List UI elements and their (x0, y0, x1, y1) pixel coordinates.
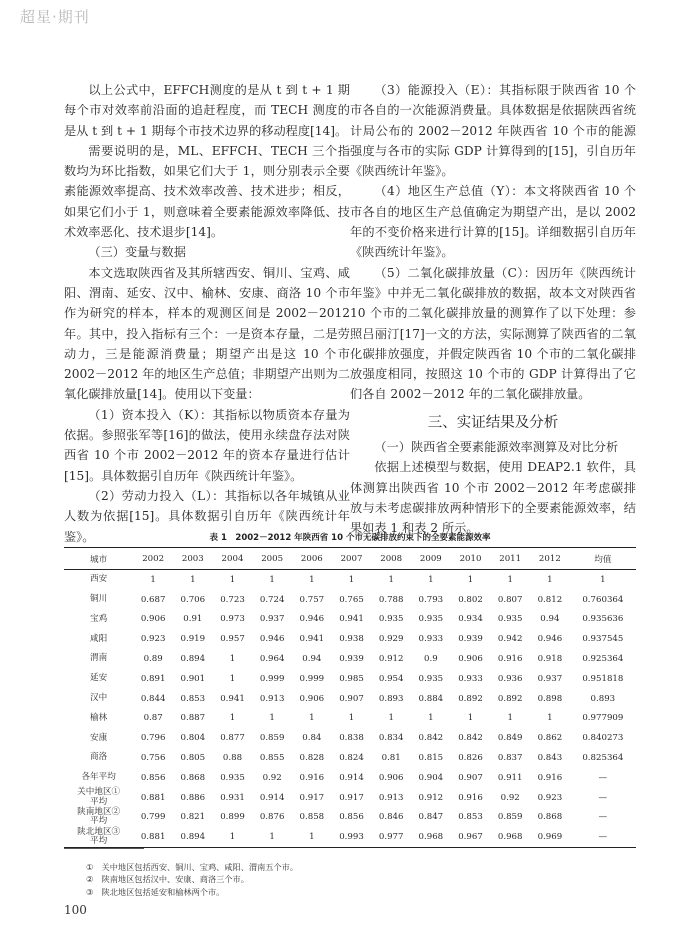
table-cell: 0.868 (180, 772, 206, 783)
table-cell: 0.868 (537, 812, 563, 823)
table-cell: 0.765 (339, 594, 364, 605)
table-cell: 0.892 (497, 693, 523, 704)
table-cell: 0.937 (537, 673, 563, 684)
table-cell: 0.826 (458, 753, 483, 764)
paragraph: 依据上述模型与数据，使用 DEAP2.1 软件，具体测算出陕西省 10 个市 2002－2012 年考虑碳排放与未考虑碳排放两种情形下的全要素能源效率，结果如表 1 和表 2 所示。 (350, 460, 636, 536)
table-cell: 0.842 (458, 733, 483, 744)
table-cell: — (598, 772, 608, 783)
column-header: 2007 (340, 553, 363, 564)
table-cell: 1 (229, 574, 236, 585)
table-cell: 1 (269, 713, 275, 724)
table-cell: 0.843 (537, 753, 563, 764)
table-cell: 0.804 (180, 733, 206, 744)
table-row (64, 788, 636, 808)
table-cell: 0.706 (180, 594, 206, 605)
table-cell: 0.906 (299, 693, 325, 704)
table-cell: 0.89 (143, 654, 163, 665)
table-cell: 0.840273 (582, 733, 624, 744)
table-row (64, 827, 636, 847)
table-cell: 0.815 (418, 753, 444, 764)
table-cell: 0.913 (378, 792, 404, 803)
table-cell: 0.821 (180, 812, 206, 823)
table-1 (64, 531, 636, 848)
table-cell: 0.724 (259, 594, 285, 605)
table-cell: 0.846 (378, 812, 404, 823)
row-label: 关中地区① 平均 (77, 787, 121, 807)
table-cell: 0.687 (140, 594, 166, 605)
table-cell: 0.94 (302, 654, 322, 665)
table-cell: 0.876 (259, 812, 285, 823)
column-header: 2005 (261, 553, 284, 564)
row-label: 各年平均 (81, 772, 116, 783)
table-cell: 0.906 (378, 772, 404, 783)
table-cell: 0.796 (140, 733, 166, 744)
table-cell: 0.935 (220, 772, 245, 783)
table-cell: 0.805 (180, 753, 206, 764)
table-cell: 0.911 (497, 772, 523, 783)
table-cell: 0.87 (143, 713, 163, 724)
table-cell: 0.799 (140, 812, 166, 823)
table-cell: 0.856 (339, 812, 364, 823)
paragraph: （4）地区生产总值（Y）：本文将陕西省 10 个市各自的地区生产总值确定为期望产出，是以 2002 年的不变价格来进行计算的[15]。详细数据引自历年《陕西统计年鉴》。 (350, 184, 636, 260)
table-cell: 0.891 (140, 673, 166, 684)
table-cell: 1 (388, 713, 394, 724)
table-cell: 0.931 (220, 792, 245, 803)
table-cell: 0.856 (140, 772, 166, 783)
row-label: 咸阳 (90, 633, 108, 644)
table-cell: 0.916 (497, 654, 523, 665)
table-cell: 0.855 (259, 753, 285, 764)
table-row (64, 728, 636, 748)
table-cell: 0.877 (220, 733, 245, 744)
table-cell: 0.849 (497, 733, 523, 744)
table-cell: 0.913 (259, 693, 285, 704)
table-cell: 0.999 (299, 673, 325, 684)
left-column (64, 80, 350, 547)
table-cell: 0.957 (220, 634, 245, 645)
table-cell: 0.937545 (582, 634, 624, 645)
row-label: 汉中 (90, 692, 108, 703)
table-cell: 0.723 (220, 594, 245, 605)
row-label: 铜川 (90, 593, 108, 604)
table-row (64, 570, 636, 590)
table-cell: 0.756 (140, 753, 166, 764)
table-cell: 0.862 (537, 733, 563, 744)
footnotes (86, 861, 298, 898)
table-cell: 0.893 (590, 693, 616, 704)
table-cell: 0.935 (418, 673, 444, 684)
table-cell: 0.9 (424, 654, 438, 665)
table-cell: 0.946 (299, 614, 325, 625)
table-cell: 0.942 (497, 634, 523, 645)
table-cell: 0.925364 (582, 654, 624, 665)
table-cell: 0.939 (458, 634, 483, 645)
table-cell: 0.887 (180, 713, 206, 724)
table-cell: 0.881 (140, 792, 166, 803)
table-cell: 0.886 (180, 792, 206, 803)
table-cell: 0.914 (259, 792, 285, 803)
table-cell: 0.969 (537, 832, 563, 843)
paragraph: 需要说明的是，ML、EFFCH、TECH 三个指数均为环比指数，如果它们大于 1，则分别表示全要素能源效率提高、技术效率改善、技术进步；相反，如果它们小于 1，则意味着全要素能源效率降低、技术效率恶化、技术退步[14]。 (64, 143, 350, 240)
row-label: 延安 (90, 673, 108, 684)
table-cell: 1 (467, 713, 474, 724)
table-cell: 0.936 (497, 673, 523, 684)
table-cell: 1 (507, 713, 513, 724)
table-cell: 0.968 (418, 832, 444, 843)
table-row (64, 669, 636, 689)
paragraph: （2）劳动力投入（L）：其指标以各年城镇从业人数为依据[15]。具体数据引自历年《陕西统计年鉴》。 (64, 488, 350, 544)
table-cell: 1 (388, 574, 394, 585)
table-title: 表 1 2002－2012 年陕西省 10 个市无碳排放约束下的全要素能源效率 (209, 533, 491, 543)
table-cell: 0.916 (299, 772, 325, 783)
right-column (350, 80, 636, 539)
table-row (64, 768, 636, 788)
table-cell: 0.92 (262, 772, 282, 783)
table-cell: 1 (467, 574, 474, 585)
column-header: 2003 (181, 553, 204, 564)
paragraph: （1）资本投入（K）：其指标以物质资本存量为依据。参照张军等[16]的做法，使用永续盘存法对陕西省 10 个市 2002－2012 年的资本存量进行估计[15]。具体数据引自历年《陕西统计年鉴》。 (64, 407, 350, 483)
table-cell: 0.933 (418, 634, 444, 645)
table-cell: 0.973 (220, 614, 245, 625)
efficiency-table (64, 547, 636, 848)
table-cell: 1 (309, 832, 315, 843)
footnote: ① 关中地区包括西安、铜川、宝鸡、咸阳、渭南五个市。 (86, 862, 299, 872)
table-cell: — (598, 832, 608, 843)
table-cell: 0.812 (537, 594, 563, 605)
subsection-heading: （一）陕西省全要素能源效率测算及对比分析 (374, 440, 619, 455)
table-cell: 0.834 (378, 733, 404, 744)
table-row (64, 610, 636, 630)
column-header: 2009 (419, 553, 442, 564)
footnote: ③ 陕北地区包括延安和榆林两个市。 (86, 886, 225, 897)
table-cell: 1 (269, 574, 275, 585)
table-cell: 0.916 (537, 772, 563, 783)
table-cell: 0.985 (339, 673, 364, 684)
table-cell: 0.837 (497, 753, 523, 764)
table-row (64, 629, 636, 649)
table-row (64, 689, 636, 709)
table-cell: 0.892 (458, 693, 483, 704)
section-title: 三、实证结果及分析 (427, 414, 559, 431)
table-cell: 0.954 (378, 673, 404, 684)
table-cell: 0.807 (497, 594, 523, 605)
table-cell: 1 (309, 574, 315, 585)
paragraph: （3）能源投入（E）：其指标限于陕西省 10 个市各自的一次能源消费量。具体数据是依据陕西省统计局公布的 2002－2012 年陕西省 10 个市的能源强度与各市的实际 GDP 计算得到的[15]，引自历年《陕西统计年鉴》。 (350, 83, 636, 179)
table-cell: 0.946 (537, 634, 563, 645)
table-cell: 0.935 (418, 614, 444, 625)
table-cell: 1 (269, 832, 275, 843)
journal-watermark: 超星·期刊 (20, 8, 90, 26)
table-cell: 1 (428, 713, 434, 724)
column-header: 均值 (594, 554, 612, 565)
table-cell: 0.935636 (582, 614, 624, 625)
table-row (64, 748, 636, 768)
table-cell: 0.923 (140, 634, 166, 645)
table-cell: 1 (600, 574, 606, 585)
column-header: 2011 (499, 553, 522, 564)
table-cell: 0.760364 (582, 594, 624, 605)
table-cell: 0.964 (259, 654, 285, 665)
table-cell: 0.858 (299, 812, 325, 823)
column-header: 2008 (380, 553, 403, 564)
table-cell: 0.84 (302, 733, 322, 744)
table-cell: 0.929 (378, 634, 404, 645)
row-label: 渭南 (90, 653, 108, 664)
table-cell: 0.898 (537, 693, 563, 704)
table-cell: 0.946 (259, 634, 285, 645)
row-label: 陕北地区③ 平均 (77, 826, 121, 847)
table-cell: 1 (190, 574, 196, 585)
table-cell: 0.757 (299, 594, 325, 605)
table-cell: 0.842 (418, 733, 444, 744)
table-cell: 0.88 (222, 753, 243, 764)
table-cell: 0.91 (183, 614, 203, 625)
subsection-heading: （三）变量与数据 (88, 245, 186, 260)
table-cell: 0.853 (458, 812, 483, 823)
table-cell: 0.977 (378, 832, 404, 843)
table-cell: 0.901 (180, 673, 206, 684)
table-cell: 0.923 (537, 792, 563, 803)
table-cell: 0.937 (259, 614, 285, 625)
table-cell: 0.906 (458, 654, 483, 665)
table-cell: 0.967 (458, 832, 483, 843)
table-cell: 0.918 (537, 654, 563, 665)
table-cell: 0.881 (140, 832, 166, 843)
table-cell: 0.968 (497, 832, 523, 843)
table-cell: 0.999 (259, 673, 285, 684)
column-header: 2012 (538, 553, 561, 564)
table-cell: 1 (229, 654, 236, 665)
table-cell: 0.94 (540, 614, 560, 625)
table-cell: 0.904 (418, 772, 444, 783)
row-label: 宝鸡 (90, 613, 108, 624)
column-header: 2002 (142, 553, 165, 564)
page-number: 100 (64, 903, 87, 917)
table-cell: — (598, 792, 608, 803)
table-cell: 1 (547, 574, 553, 585)
table-cell: 0.916 (458, 792, 483, 803)
table-cell: 1 (428, 574, 434, 585)
table-cell: 0.934 (458, 614, 483, 625)
table-cell: 0.939 (339, 654, 364, 665)
paragraph: 以上公式中，EFFCH测度的是从 t 到 t + 1 期每个市对效率前沿面的追赶程度，而 TECH 测度的是从 t 到 t + 1 期每个市技术边界的移动程度[14]。 (64, 83, 350, 138)
table-header-row (64, 548, 636, 570)
row-label: 安康 (90, 732, 108, 743)
table-cell: 0.993 (339, 832, 364, 843)
table-cell: 0.938 (339, 634, 364, 645)
table-cell: 0.935 (378, 614, 404, 625)
table-cell: 0.793 (418, 594, 444, 605)
table-cell: 1 (229, 713, 236, 724)
row-label: 商洛 (90, 752, 108, 763)
table-cell: 0.914 (339, 772, 364, 783)
table-cell: 0.81 (381, 753, 401, 764)
table-cell: 0.894 (180, 654, 206, 665)
table-cell: 0.824 (339, 753, 364, 764)
table-cell: — (598, 812, 608, 823)
row-label: 榆林 (90, 712, 108, 723)
table-cell: 0.917 (299, 792, 325, 803)
column-header: 2004 (221, 553, 244, 564)
footnote: ② 陕南地区包括汉中、安康、商洛三个市。 (86, 874, 249, 885)
table-cell: 0.933 (458, 673, 483, 684)
column-header: 城市 (90, 554, 108, 565)
table-cell: 0.847 (418, 812, 444, 823)
table-cell: 0.912 (378, 654, 404, 665)
paragraph: （5）二氧化碳排放量（C）：因历年《陕西统计年鉴》中并无二氧化碳排放的数据，故本文对陕西省 10 个市的二氧化碳排放量的测算作了以下处理：参照吕丽汀[17]一文的方法，实际测算了陕西省的二氧化碳排放强度，并假定陕西省 10 个市的二氧化碳排放强度相同，按照这 10 个市的 GDP 计算得出了它们各自 2002－2012 年的二氧化碳排放量。 (350, 265, 636, 402)
row-label: 西安 (90, 574, 108, 585)
table-cell: 0.828 (299, 753, 325, 764)
table-cell: 0.907 (458, 772, 483, 783)
table-cell: 1 (348, 574, 355, 585)
table-cell: 0.899 (220, 812, 245, 823)
table-row (64, 709, 636, 729)
table-cell: 1 (150, 574, 156, 585)
table-cell: 0.906 (140, 614, 166, 625)
table-cell: 0.919 (180, 634, 206, 645)
table-cell: 0.788 (378, 594, 404, 605)
table-row (64, 590, 636, 610)
table-cell: 0.853 (180, 693, 206, 704)
table-cell: 0.894 (180, 832, 206, 843)
table-row (64, 649, 636, 669)
table-cell: 0.951818 (582, 673, 624, 684)
table-cell: 1 (507, 574, 513, 585)
row-label: 陕南地区② 平均 (77, 806, 121, 827)
table-cell: 1 (309, 713, 315, 724)
table-cell: 0.907 (339, 693, 364, 704)
table-cell: 1 (348, 713, 355, 724)
table-cell: 0.825364 (582, 753, 624, 764)
footnote-rule (64, 848, 144, 849)
table-cell: 0.92 (500, 792, 520, 803)
table-cell: 0.802 (458, 594, 483, 605)
table-cell: 1 (229, 673, 236, 684)
table-cell: 0.941 (299, 634, 325, 645)
table-cell: 0.844 (140, 693, 166, 704)
table-cell: 0.977909 (582, 713, 624, 724)
table-cell: 1 (547, 713, 553, 724)
column-header: 2010 (459, 553, 482, 564)
column-header: 2006 (300, 553, 323, 564)
table-cell: 0.859 (259, 733, 285, 744)
table-cell: 0.893 (378, 693, 404, 704)
paragraph: 本文选取陕西省及其所辖西安、铜川、宝鸡、咸阳、渭南、延安、汉中、榆林、安康、商洛 10 个市作为研究的样本，样本的观测区间是 2002－2012 年。其中，投入指标有三个：一是资本存量，二是劳动力，三是能源消费量；期望产出是这 10 个市 2002－2012 年的地区生产总值；非期望产出则为二氧化碳排放量[14]。使用以下变量： (64, 265, 350, 402)
table-cell: 0.941 (220, 693, 245, 704)
table-cell: 0.935 (497, 614, 523, 625)
table-cell: 1 (229, 832, 236, 843)
table-cell: 0.884 (418, 693, 444, 704)
table-cell: 0.859 (497, 812, 523, 823)
table-row (64, 808, 636, 828)
table-cell: 0.838 (339, 733, 364, 744)
table-cell: 0.941 (339, 614, 364, 625)
table-cell: 0.912 (418, 792, 444, 803)
table-cell: 0.917 (339, 792, 364, 803)
